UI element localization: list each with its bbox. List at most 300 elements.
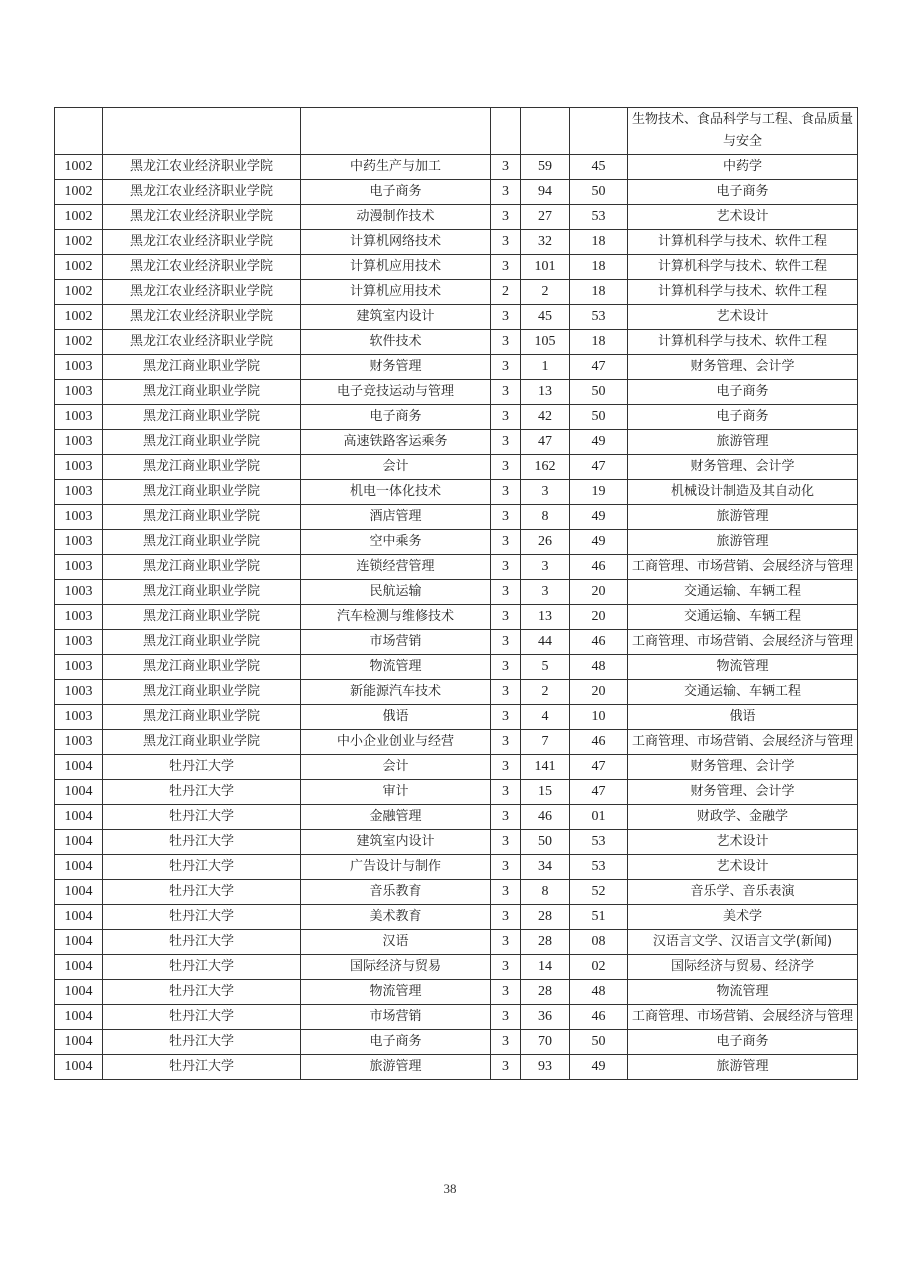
subject-code-cell: 47: [570, 455, 628, 480]
college-name-cell: 黑龙江商业职业学院: [103, 705, 301, 730]
subject-code-cell: 45: [570, 155, 628, 180]
plan-count-cell: 50: [521, 830, 570, 855]
matched-subject-cell: 电子商务: [628, 380, 858, 405]
college-code-cell: 1003: [55, 430, 103, 455]
table-row: [55, 1030, 858, 1055]
matched-subject-cell: 中药学: [628, 155, 858, 180]
college-code-cell: 1003: [55, 655, 103, 680]
major-name-cell: [301, 108, 491, 155]
matched-subject-cell: 艺术设计: [628, 305, 858, 330]
college-name-cell: 黑龙江农业经济职业学院: [103, 305, 301, 330]
major-name-cell: 财务管理: [301, 355, 491, 380]
table-row: [55, 530, 858, 555]
subject-code-cell: 20: [570, 605, 628, 630]
college-name-cell: 牡丹江大学: [103, 930, 301, 955]
matched-subject-cell: 旅游管理: [628, 1055, 858, 1080]
table-row: [55, 980, 858, 1005]
college-name-cell: 牡丹江大学: [103, 905, 301, 930]
plan-count-cell: 8: [521, 880, 570, 905]
matched-subject-cell: 财务管理、会计学: [628, 455, 858, 480]
matched-subject-cell: 计算机科学与技术、软件工程: [628, 330, 858, 355]
college-name-cell: 黑龙江商业职业学院: [103, 630, 301, 655]
study-years-cell: 3: [491, 1030, 521, 1055]
college-name-cell: 黑龙江商业职业学院: [103, 580, 301, 605]
study-years-cell: 3: [491, 455, 521, 480]
college-name-cell: 黑龙江商业职业学院: [103, 680, 301, 705]
study-years-cell: 3: [491, 905, 521, 930]
college-name-cell: 黑龙江商业职业学院: [103, 405, 301, 430]
college-name-cell: 黑龙江农业经济职业学院: [103, 230, 301, 255]
major-name-cell: 广告设计与制作: [301, 855, 491, 880]
college-name-cell: 黑龙江商业职业学院: [103, 380, 301, 405]
plan-count-cell: 28: [521, 930, 570, 955]
table-row: [55, 855, 858, 880]
subject-code-cell: 50: [570, 1030, 628, 1055]
major-name-cell: 物流管理: [301, 655, 491, 680]
study-years-cell: 3: [491, 380, 521, 405]
major-name-cell: 旅游管理: [301, 1055, 491, 1080]
table-row: [55, 355, 858, 380]
college-code-cell: 1003: [55, 680, 103, 705]
study-years-cell: 3: [491, 355, 521, 380]
major-name-cell: 金融管理: [301, 805, 491, 830]
subject-code-cell: 53: [570, 305, 628, 330]
major-name-cell: 机电一体化技术: [301, 480, 491, 505]
matched-subject-cell: 财政学、金融学: [628, 805, 858, 830]
table-row: [55, 880, 858, 905]
subject-code-cell: 51: [570, 905, 628, 930]
college-code-cell: 1003: [55, 355, 103, 380]
study-years-cell: 3: [491, 705, 521, 730]
major-name-cell: 软件技术: [301, 330, 491, 355]
subject-code-cell: 50: [570, 405, 628, 430]
table-row: [55, 905, 858, 930]
study-years-cell: 3: [491, 855, 521, 880]
subject-code-cell: 18: [570, 280, 628, 305]
subject-code-cell: 49: [570, 530, 628, 555]
college-name-cell: 黑龙江商业职业学院: [103, 455, 301, 480]
college-name-cell: 黑龙江农业经济职业学院: [103, 180, 301, 205]
matched-subject-cell: 计算机科学与技术、软件工程: [628, 230, 858, 255]
study-years-cell: 3: [491, 730, 521, 755]
college-code-cell: 1004: [55, 955, 103, 980]
study-years-cell: 3: [491, 255, 521, 280]
table-row: [55, 955, 858, 980]
subject-code-cell: 46: [570, 555, 628, 580]
matched-subject-cell: 交通运输、车辆工程: [628, 605, 858, 630]
college-name-cell: 黑龙江商业职业学院: [103, 530, 301, 555]
study-years-cell: 3: [491, 880, 521, 905]
subject-code-cell: 20: [570, 580, 628, 605]
table-row: [55, 1005, 858, 1030]
study-years-cell: 3: [491, 180, 521, 205]
major-name-cell: 计算机应用技术: [301, 255, 491, 280]
major-name-cell: 中药生产与加工: [301, 155, 491, 180]
subject-code-cell: 18: [570, 230, 628, 255]
table-row: [55, 108, 858, 155]
college-code-cell: [55, 108, 103, 155]
college-name-cell: 黑龙江商业职业学院: [103, 480, 301, 505]
college-code-cell: 1003: [55, 505, 103, 530]
major-name-cell: 电子竞技运动与管理: [301, 380, 491, 405]
college-code-cell: 1003: [55, 530, 103, 555]
college-code-cell: 1004: [55, 830, 103, 855]
college-code-cell: 1004: [55, 905, 103, 930]
subject-code-cell: 48: [570, 980, 628, 1005]
college-name-cell: 黑龙江农业经济职业学院: [103, 330, 301, 355]
major-name-cell: 电子商务: [301, 1030, 491, 1055]
college-name-cell: 黑龙江商业职业学院: [103, 430, 301, 455]
subject-code-cell: 10: [570, 705, 628, 730]
plan-count-cell: 27: [521, 205, 570, 230]
matched-subject-cell: 物流管理: [628, 980, 858, 1005]
table-row: [55, 1055, 858, 1080]
study-years-cell: 3: [491, 305, 521, 330]
subject-code-cell: 19: [570, 480, 628, 505]
study-years-cell: 3: [491, 680, 521, 705]
major-name-cell: 民航运输: [301, 580, 491, 605]
matched-subject-cell: 俄语: [628, 705, 858, 730]
college-code-cell: 1002: [55, 180, 103, 205]
college-name-cell: 黑龙江农业经济职业学院: [103, 155, 301, 180]
major-name-cell: 电子商务: [301, 180, 491, 205]
college-code-cell: 1002: [55, 255, 103, 280]
plan-count-cell: 42: [521, 405, 570, 430]
subject-code-cell: 48: [570, 655, 628, 680]
table-row: [55, 255, 858, 280]
college-code-cell: 1004: [55, 980, 103, 1005]
subject-code-cell: 46: [570, 1005, 628, 1030]
table-row: [55, 655, 858, 680]
plan-count-cell: 2: [521, 280, 570, 305]
table-row: [55, 630, 858, 655]
major-name-cell: 新能源汽车技术: [301, 680, 491, 705]
matched-subject-cell: 计算机科学与技术、软件工程: [628, 255, 858, 280]
college-code-cell: 1004: [55, 1055, 103, 1080]
matched-subject-cell: 财务管理、会计学: [628, 755, 858, 780]
plan-count-cell: 46: [521, 805, 570, 830]
table-row: [55, 430, 858, 455]
subject-code-cell: 47: [570, 780, 628, 805]
study-years-cell: 3: [491, 205, 521, 230]
plan-count-cell: 162: [521, 455, 570, 480]
matched-subject-cell: 财务管理、会计学: [628, 355, 858, 380]
college-code-cell: 1004: [55, 855, 103, 880]
major-name-cell: 连锁经营管理: [301, 555, 491, 580]
matched-subject-cell: 工商管理、市场营销、会展经济与管理: [628, 1005, 858, 1030]
table-row: [55, 230, 858, 255]
study-years-cell: 3: [491, 155, 521, 180]
table-row: [55, 480, 858, 505]
study-years-cell: 3: [491, 530, 521, 555]
college-code-cell: 1004: [55, 880, 103, 905]
major-name-cell: 计算机网络技术: [301, 230, 491, 255]
plan-count-cell: 2: [521, 680, 570, 705]
subject-code-cell: 46: [570, 730, 628, 755]
matched-subject-cell: 艺术设计: [628, 855, 858, 880]
study-years-cell: 3: [491, 605, 521, 630]
college-name-cell: 黑龙江商业职业学院: [103, 505, 301, 530]
study-years-cell: 3: [491, 630, 521, 655]
plan-count-cell: 3: [521, 555, 570, 580]
matched-subject-cell: 国际经济与贸易、经济学: [628, 955, 858, 980]
college-code-cell: 1002: [55, 305, 103, 330]
matched-subject-cell: 财务管理、会计学: [628, 780, 858, 805]
subject-code-cell: 01: [570, 805, 628, 830]
college-name-cell: 牡丹江大学: [103, 855, 301, 880]
college-name-cell: 牡丹江大学: [103, 980, 301, 1005]
table-row: [55, 280, 858, 305]
table-row: [55, 380, 858, 405]
table-row: [55, 305, 858, 330]
plan-count-cell: 32: [521, 230, 570, 255]
major-name-cell: 空中乘务: [301, 530, 491, 555]
table-row: [55, 180, 858, 205]
college-name-cell: 黑龙江商业职业学院: [103, 555, 301, 580]
plan-count-cell: 26: [521, 530, 570, 555]
page-number: 38: [443, 1181, 457, 1196]
college-name-cell: 黑龙江农业经济职业学院: [103, 280, 301, 305]
plan-count-cell: 59: [521, 155, 570, 180]
study-years-cell: 3: [491, 655, 521, 680]
plan-count-cell: 36: [521, 1005, 570, 1030]
plan-count-cell: 94: [521, 180, 570, 205]
college-code-cell: 1002: [55, 330, 103, 355]
college-code-cell: 1003: [55, 480, 103, 505]
matched-subject-cell: 物流管理: [628, 655, 858, 680]
plan-count-cell: 70: [521, 1030, 570, 1055]
subject-code-cell: 46: [570, 630, 628, 655]
table-row: [55, 605, 858, 630]
subject-code-cell: 53: [570, 855, 628, 880]
major-name-cell: 建筑室内设计: [301, 305, 491, 330]
major-name-cell: 市场营销: [301, 1005, 491, 1030]
major-name-cell: 俄语: [301, 705, 491, 730]
matched-subject-cell: 工商管理、市场营销、会展经济与管理: [628, 555, 858, 580]
subject-code-cell: 53: [570, 830, 628, 855]
college-name-cell: 牡丹江大学: [103, 805, 301, 830]
matched-subject-cell: 艺术设计: [628, 830, 858, 855]
major-name-cell: 音乐教育: [301, 880, 491, 905]
college-code-cell: 1004: [55, 930, 103, 955]
subject-code-cell: 52: [570, 880, 628, 905]
plan-count-cell: 15: [521, 780, 570, 805]
table-row: [55, 155, 858, 180]
table-row: [55, 705, 858, 730]
matched-subject-cell: 美术学: [628, 905, 858, 930]
plan-count-cell: 14: [521, 955, 570, 980]
college-name-cell: 牡丹江大学: [103, 880, 301, 905]
subject-code-cell: 18: [570, 255, 628, 280]
college-name-cell: 黑龙江商业职业学院: [103, 655, 301, 680]
college-code-cell: 1003: [55, 605, 103, 630]
table-row: [55, 555, 858, 580]
college-name-cell: 黑龙江商业职业学院: [103, 605, 301, 630]
college-code-cell: 1004: [55, 780, 103, 805]
college-code-cell: 1003: [55, 630, 103, 655]
table-row: [55, 805, 858, 830]
plan-count-cell: 28: [521, 905, 570, 930]
college-code-cell: 1003: [55, 705, 103, 730]
study-years-cell: 3: [491, 330, 521, 355]
study-years-cell: 3: [491, 230, 521, 255]
plan-count-cell: 44: [521, 630, 570, 655]
college-code-cell: 1003: [55, 580, 103, 605]
matched-subject-cell: 汉语言文学、汉语言文学(新闻): [628, 930, 858, 955]
study-years-cell: 3: [491, 555, 521, 580]
subject-code-cell: 49: [570, 1055, 628, 1080]
major-name-cell: 酒店管理: [301, 505, 491, 530]
table-row: [55, 680, 858, 705]
college-code-cell: 1003: [55, 730, 103, 755]
plan-count-cell: 3: [521, 480, 570, 505]
study-years-cell: 3: [491, 430, 521, 455]
plan-count-cell: 34: [521, 855, 570, 880]
study-years-cell: 3: [491, 955, 521, 980]
table-row: [55, 205, 858, 230]
plan-count-cell: 4: [521, 705, 570, 730]
study-years-cell: 3: [491, 980, 521, 1005]
major-name-cell: 市场营销: [301, 630, 491, 655]
matched-subject-cell: 电子商务: [628, 405, 858, 430]
plan-count-cell: 105: [521, 330, 570, 355]
table-row: [55, 580, 858, 605]
table-row: [55, 455, 858, 480]
college-name-cell: 牡丹江大学: [103, 1055, 301, 1080]
study-years-cell: 3: [491, 505, 521, 530]
major-name-cell: 汉语: [301, 930, 491, 955]
matched-subject-cell: 工商管理、市场营销、会展经济与管理: [628, 730, 858, 755]
major-name-cell: 动漫制作技术: [301, 205, 491, 230]
major-name-cell: 汽车检测与维修技术: [301, 605, 491, 630]
college-name-cell: 牡丹江大学: [103, 830, 301, 855]
study-years-cell: 3: [491, 480, 521, 505]
college-code-cell: 1003: [55, 455, 103, 480]
plan-count-cell: 5: [521, 655, 570, 680]
table-row: [55, 755, 858, 780]
subject-code-cell: 50: [570, 180, 628, 205]
matched-subject-cell: 生物技术、食品科学与工程、食品质量与安全: [628, 108, 858, 155]
study-years-cell: 3: [491, 755, 521, 780]
major-name-cell: 中小企业创业与经营: [301, 730, 491, 755]
table-row: [55, 730, 858, 755]
plan-count-cell: 7: [521, 730, 570, 755]
college-name-cell: 黑龙江农业经济职业学院: [103, 255, 301, 280]
subject-code-cell: 08: [570, 930, 628, 955]
college-name-cell: 牡丹江大学: [103, 780, 301, 805]
plan-count-cell: 45: [521, 305, 570, 330]
matched-subject-cell: 工商管理、市场营销、会展经济与管理: [628, 630, 858, 655]
matched-subject-cell: 交通运输、车辆工程: [628, 580, 858, 605]
study-years-cell: 3: [491, 1005, 521, 1030]
college-name-cell: 牡丹江大学: [103, 1005, 301, 1030]
plan-count-cell: 13: [521, 605, 570, 630]
major-name-cell: 审计: [301, 780, 491, 805]
subject-code-cell: 50: [570, 380, 628, 405]
subject-code-cell: 02: [570, 955, 628, 980]
matched-subject-cell: 艺术设计: [628, 205, 858, 230]
major-name-cell: 计算机应用技术: [301, 280, 491, 305]
major-name-cell: 物流管理: [301, 980, 491, 1005]
college-code-cell: 1004: [55, 1005, 103, 1030]
study-years-cell: 3: [491, 930, 521, 955]
subject-code-cell: 20: [570, 680, 628, 705]
matched-subject-cell: 旅游管理: [628, 505, 858, 530]
major-name-cell: 高速铁路客运乘务: [301, 430, 491, 455]
major-name-cell: 建筑室内设计: [301, 830, 491, 855]
plan-count-cell: 1: [521, 355, 570, 380]
table-row: [55, 780, 858, 805]
table-row: [55, 405, 858, 430]
subject-code-cell: 49: [570, 430, 628, 455]
college-code-cell: 1002: [55, 205, 103, 230]
plan-count-cell: 47: [521, 430, 570, 455]
matched-subject-cell: 旅游管理: [628, 430, 858, 455]
matched-subject-cell: 旅游管理: [628, 530, 858, 555]
college-code-cell: 1003: [55, 380, 103, 405]
study-years-cell: [491, 108, 521, 155]
plan-count-cell: 141: [521, 755, 570, 780]
major-name-cell: 会计: [301, 755, 491, 780]
major-name-cell: 美术教育: [301, 905, 491, 930]
college-code-cell: 1003: [55, 555, 103, 580]
plan-count-cell: 101: [521, 255, 570, 280]
plan-count-cell: 3: [521, 580, 570, 605]
table-row: [55, 505, 858, 530]
admission-table: [54, 107, 858, 1080]
subject-code-cell: 53: [570, 205, 628, 230]
matched-subject-cell: 电子商务: [628, 1030, 858, 1055]
major-name-cell: 会计: [301, 455, 491, 480]
study-years-cell: 3: [491, 1055, 521, 1080]
study-years-cell: 2: [491, 280, 521, 305]
college-name-cell: 牡丹江大学: [103, 955, 301, 980]
matched-subject-cell: 电子商务: [628, 180, 858, 205]
college-name-cell: 黑龙江商业职业学院: [103, 730, 301, 755]
college-code-cell: 1004: [55, 805, 103, 830]
matched-subject-cell: 交通运输、车辆工程: [628, 680, 858, 705]
plan-count-cell: [521, 108, 570, 155]
plan-count-cell: 28: [521, 980, 570, 1005]
college-name-cell: 黑龙江农业经济职业学院: [103, 205, 301, 230]
table-body: [55, 108, 858, 1080]
college-name-cell: [103, 108, 301, 155]
plan-count-cell: 93: [521, 1055, 570, 1080]
matched-subject-cell: 计算机科学与技术、软件工程: [628, 280, 858, 305]
subject-code-cell: 47: [570, 355, 628, 380]
college-code-cell: 1002: [55, 230, 103, 255]
college-name-cell: 牡丹江大学: [103, 1030, 301, 1055]
college-name-cell: 黑龙江商业职业学院: [103, 355, 301, 380]
study-years-cell: 3: [491, 405, 521, 430]
study-years-cell: 3: [491, 780, 521, 805]
matched-subject-cell: 音乐学、音乐表演: [628, 880, 858, 905]
study-years-cell: 3: [491, 805, 521, 830]
plan-count-cell: 8: [521, 505, 570, 530]
subject-code-cell: 18: [570, 330, 628, 355]
college-code-cell: 1002: [55, 155, 103, 180]
subject-code-cell: [570, 108, 628, 155]
college-code-cell: 1002: [55, 280, 103, 305]
subject-code-cell: 49: [570, 505, 628, 530]
college-code-cell: 1004: [55, 755, 103, 780]
college-name-cell: 牡丹江大学: [103, 755, 301, 780]
major-name-cell: 国际经济与贸易: [301, 955, 491, 980]
plan-count-cell: 13: [521, 380, 570, 405]
study-years-cell: 3: [491, 580, 521, 605]
table-row: [55, 330, 858, 355]
college-code-cell: 1003: [55, 405, 103, 430]
